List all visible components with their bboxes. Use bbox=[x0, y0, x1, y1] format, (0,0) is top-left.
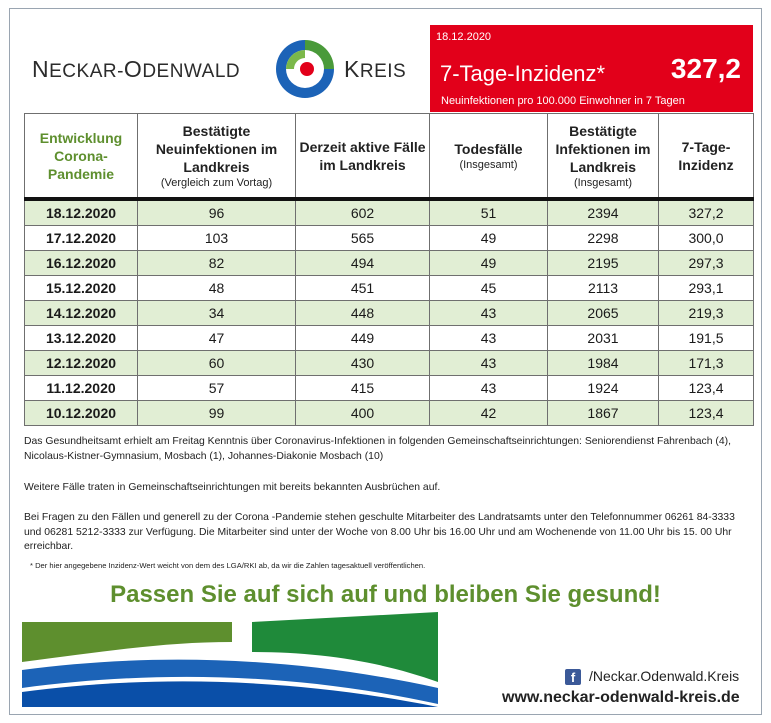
table-cell: 45 bbox=[430, 276, 548, 301]
slogan: Passen Sie auf sich auf und bleiben Sie gesund! bbox=[110, 581, 661, 608]
table-cell: 42 bbox=[430, 401, 548, 426]
table-cell: 43 bbox=[430, 301, 548, 326]
logo-text-right: KREIS bbox=[344, 56, 407, 82]
table-cell: 451 bbox=[296, 276, 430, 301]
table-cell: 2113 bbox=[548, 276, 659, 301]
table-cell: 96 bbox=[138, 199, 296, 226]
row-date: 15.12.2020 bbox=[25, 276, 138, 301]
table-cell: 494 bbox=[296, 251, 430, 276]
table-cell: 99 bbox=[138, 401, 296, 426]
table-cell: 171,3 bbox=[659, 351, 754, 376]
table-row bbox=[25, 226, 754, 251]
table-cell: 415 bbox=[296, 376, 430, 401]
table-cell: 34 bbox=[138, 301, 296, 326]
row-date: 13.12.2020 bbox=[25, 326, 138, 351]
table-cell: 1867 bbox=[548, 401, 659, 426]
table-cell: 300,0 bbox=[659, 226, 754, 251]
row-date: 18.12.2020 bbox=[25, 199, 138, 226]
column-header: Bestätigte Infektionen im Landkreis (Insgesamt) bbox=[548, 114, 659, 200]
table-cell: 123,4 bbox=[659, 376, 754, 401]
table-row bbox=[25, 326, 754, 351]
table-cell: 103 bbox=[138, 226, 296, 251]
incidence-date: 18.12.2020 bbox=[436, 31, 492, 43]
incidence-subtitle: Neuinfektionen pro 100.000 Einwohner in 7 Tagen bbox=[441, 95, 685, 107]
table-cell: 565 bbox=[296, 226, 430, 251]
table-cell: 430 bbox=[296, 351, 430, 376]
row-date: 10.12.2020 bbox=[25, 401, 138, 426]
table-cell: 82 bbox=[138, 251, 296, 276]
table-cell: 2031 bbox=[548, 326, 659, 351]
table-cell: 51 bbox=[430, 199, 548, 226]
table-cell: 449 bbox=[296, 326, 430, 351]
facebook-icon: f bbox=[565, 669, 581, 685]
table-cell: 2394 bbox=[548, 199, 659, 226]
column-header: Bestätigte Neuinfektionen im Landkreis (Vergleich zum Vortag) bbox=[138, 114, 296, 200]
column-header: Todesfälle (Insgesamt) bbox=[430, 114, 548, 200]
table-row bbox=[25, 251, 754, 276]
row-date: 16.12.2020 bbox=[25, 251, 138, 276]
table-cell: 57 bbox=[138, 376, 296, 401]
table-header-row bbox=[25, 114, 754, 200]
table-cell: 43 bbox=[430, 326, 548, 351]
note-hotline: Bei Fragen zu den Fällen und generell zu der Corona -Pandemie stehen geschulte Mitarbeiter des Landratsamts unter den Telefonnummer 06261 84-3333 und 06281 5212-3333 zur Verfügung. Die Mitarbeiter sind unter der Woche von 8.00 Uhr bis 16.00 Uhr und am Wochenende von 11.00 Uhr bis 15. 00 Uhr erreichbar. bbox=[24, 512, 735, 552]
incidence-title: 7-Tage-Inzidenz* bbox=[440, 61, 606, 86]
table-row bbox=[25, 301, 754, 326]
table-cell: 327,2 bbox=[659, 199, 754, 226]
table-cell: 47 bbox=[138, 326, 296, 351]
row-date: 17.12.2020 bbox=[25, 226, 138, 251]
corona-statistics-table bbox=[24, 113, 754, 426]
logo-text-left: NECKAR-ODENWALD bbox=[32, 56, 241, 82]
table-cell: 49 bbox=[430, 226, 548, 251]
table-cell: 2195 bbox=[548, 251, 659, 276]
table-row bbox=[25, 199, 754, 226]
table-cell: 123,4 bbox=[659, 401, 754, 426]
incidence-value: 327,2 bbox=[670, 53, 741, 84]
table-cell: 191,5 bbox=[659, 326, 754, 351]
table-cell: 297,3 bbox=[659, 251, 754, 276]
column-header: 7-Tage-Inzidenz bbox=[659, 114, 754, 200]
row-date: 12.12.2020 bbox=[25, 351, 138, 376]
table-cell: 43 bbox=[430, 351, 548, 376]
table-cell: 602 bbox=[296, 199, 430, 226]
table-cell: 60 bbox=[138, 351, 296, 376]
table-cell: 1924 bbox=[548, 376, 659, 401]
table-row bbox=[25, 276, 754, 301]
note-outbreaks: Das Gesundheitsamt erhielt am Freitag Kenntnis über Coronavirus-Infektionen in folgenden Gemeinschaftseinrichtungen: Seniorendienst Fahrenbach (4), Nicolaus-Kistner-Gymnasium, Mosbach (1), Johannes-Diakonie Mosbach (10) bbox=[24, 436, 731, 462]
table-cell: 49 bbox=[430, 251, 548, 276]
column-header: Derzeit aktive Fälle im Landkreis bbox=[296, 114, 430, 200]
table-cell: 400 bbox=[296, 401, 430, 426]
district-logo bbox=[32, 34, 422, 104]
table-cell: 48 bbox=[138, 276, 296, 301]
row-date: 11.12.2020 bbox=[25, 376, 138, 401]
table-row bbox=[25, 401, 754, 426]
facebook-link[interactable] bbox=[565, 668, 739, 686]
table-cell: 219,3 bbox=[659, 301, 754, 326]
table-cell: 1984 bbox=[548, 351, 659, 376]
table-cell: 43 bbox=[430, 376, 548, 401]
table-cell: 2065 bbox=[548, 301, 659, 326]
table-cell: 448 bbox=[296, 301, 430, 326]
table-cell: 293,1 bbox=[659, 276, 754, 301]
incidence-box bbox=[430, 25, 753, 112]
table-row bbox=[25, 376, 754, 401]
note-known-outbreaks: Weitere Fälle traten in Gemeinschaftseinrichtungen mit bereits bekannten Ausbrüchen auf. bbox=[24, 482, 441, 493]
column-header: Entwicklung Corona-Pandemie bbox=[25, 114, 138, 200]
logo-swirl-icon bbox=[272, 36, 338, 102]
wave-graphic bbox=[22, 612, 438, 707]
facebook-handle: /Neckar.Odenwald.Kreis bbox=[589, 668, 740, 684]
row-date: 14.12.2020 bbox=[25, 301, 138, 326]
note-incidence-footnote: * Der hier angegebene Inzidenz-Wert weicht von dem des LGA/RKI ab, da wir die Zahlen tagesaktuell veröffentlichen. bbox=[30, 561, 426, 570]
table-row bbox=[25, 351, 754, 376]
website-link[interactable]: www.neckar-odenwald-kreis.de bbox=[502, 689, 740, 706]
table-cell: 2298 bbox=[548, 226, 659, 251]
